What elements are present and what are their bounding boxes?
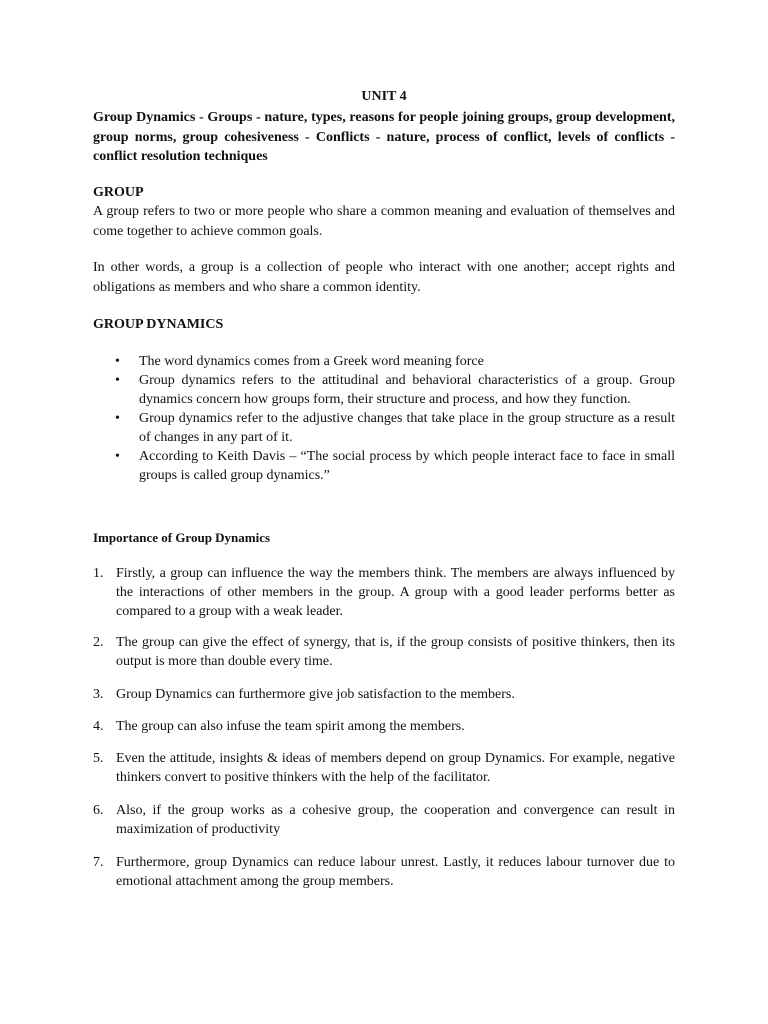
list-item-text: The word dynamics comes from a Greek word meaning force	[139, 354, 484, 369]
item-text: Group Dynamics can furthermore give job satisfaction to the members.	[116, 687, 515, 702]
bullet-icon: •	[115, 354, 120, 369]
numbered-item	[93, 717, 675, 736]
item-number: 7.	[93, 855, 104, 870]
bullet-icon: •	[115, 449, 120, 464]
group-dynamics-bullet-list	[93, 352, 675, 485]
item-number: 5.	[93, 751, 104, 766]
item-number: 6.	[93, 803, 104, 818]
group-dynamics-heading: GROUP DYNAMICS	[93, 317, 224, 332]
item-number: 1.	[93, 566, 104, 581]
list-item	[93, 352, 675, 371]
item-text: The group can give the effect of synergy, that is, if the group consists of positive thinkers, then its output is more than double every time.	[116, 635, 675, 669]
numbered-item	[93, 685, 675, 704]
importance-heading: Importance of Group Dynamics	[93, 530, 271, 545]
list-item-text: Group dynamics refer to the adjustive changes that take place in the group structure as a result of changes in any part of it.	[139, 411, 675, 445]
group-other-words-paragraph: In other words, a group is a collection of people who interact with one another; accept rights and obligations as members and who share a common identity.	[93, 260, 675, 295]
list-item-text: Group dynamics refers to the attitudinal and behavioral characteristics of a group. Group dynamics concern how groups form, their structure and process, and how they function.	[139, 373, 675, 407]
list-item	[93, 371, 675, 409]
group-definition-paragraph: A group refers to two or more people who share a common meaning and evaluation of themselves and come together to achieve common goals.	[93, 204, 675, 239]
item-text: Firstly, a group can influence the way the members think. The members are always influenced by the interactions of other members in the group. A group with a good leader performs better as compared to a group with a weak leader.	[116, 566, 675, 619]
syllabus-summary: Group Dynamics - Groups - nature, types, reasons for people joining groups, group development, group norms, group cohesiveness - Conflicts - nature, process of conflict, levels of conflicts - conflict resolution techniques	[93, 110, 675, 164]
numbered-item	[93, 853, 675, 891]
item-text: The group can also infuse the team spirit among the members.	[116, 719, 465, 734]
list-item	[93, 409, 675, 447]
item-number: 2.	[93, 635, 104, 650]
group-heading: GROUP	[93, 185, 144, 200]
item-text: Furthermore, group Dynamics can reduce labour unrest. Lastly, it reduces labour turnover due to emotional attachment among the group members.	[116, 855, 675, 889]
bullet-icon: •	[115, 411, 120, 426]
numbered-item	[93, 633, 675, 671]
list-item	[93, 447, 675, 485]
numbered-item	[93, 564, 675, 621]
numbered-item	[93, 801, 675, 839]
bullet-icon: •	[115, 373, 120, 388]
item-text: Also, if the group works as a cohesive group, the cooperation and convergence can result in maximization of productivity	[116, 803, 675, 837]
item-text: Even the attitude, insights & ideas of members depend on group Dynamics. For example, negative thinkers convert to positive thinkers with the help of the facilitator.	[116, 751, 675, 785]
item-number: 4.	[93, 719, 104, 734]
unit-title: UNIT 4	[361, 89, 407, 104]
item-number: 3.	[93, 687, 104, 702]
numbered-item	[93, 749, 675, 787]
list-item-text: According to Keith Davis – “The social process by which people interact face to face in small groups is called group dynamics.”	[139, 449, 675, 483]
